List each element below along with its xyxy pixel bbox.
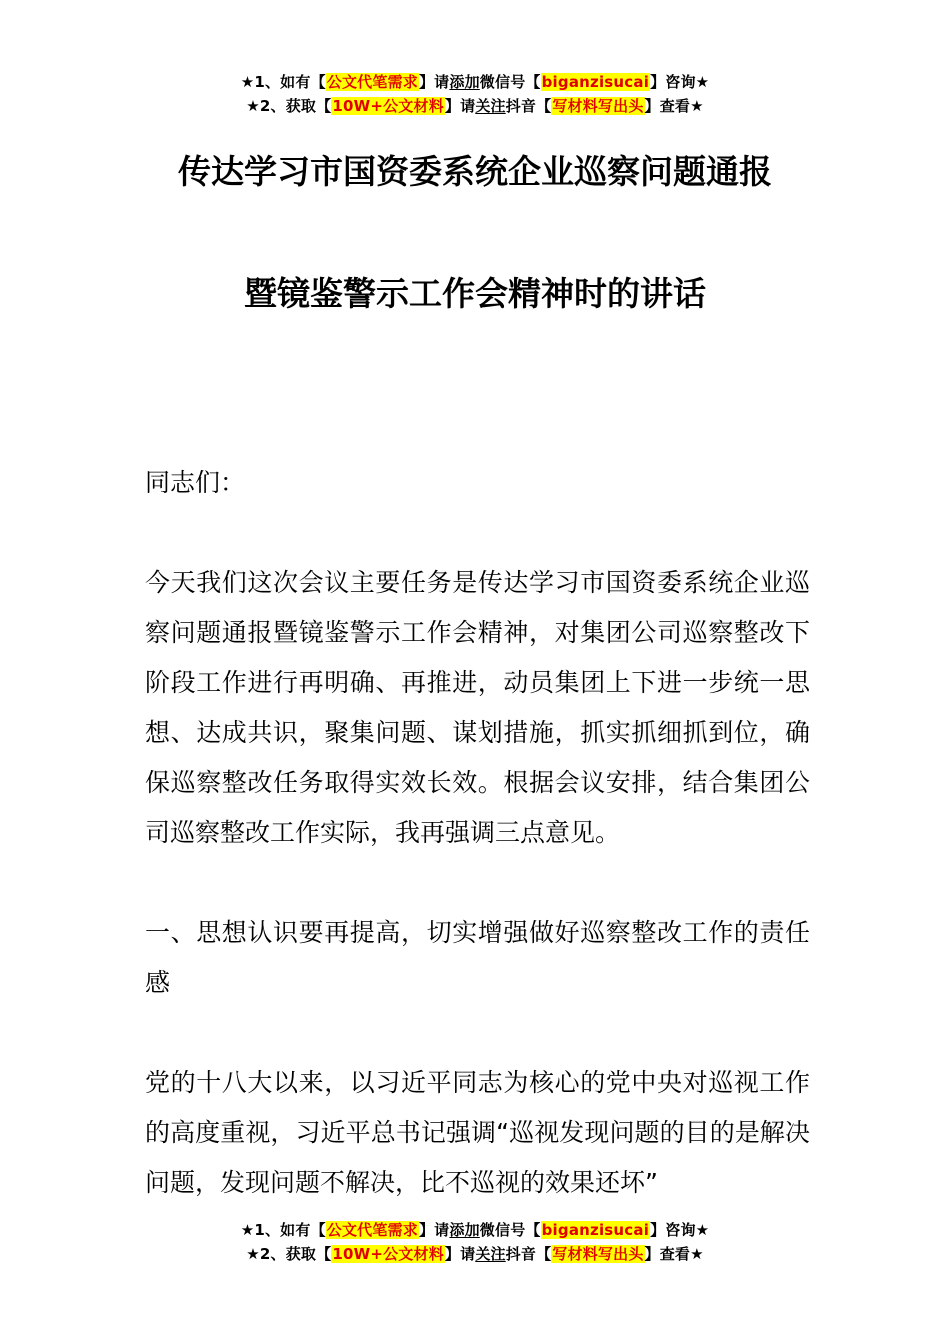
highlight-douyin-account: 写材料写出头 <box>552 97 644 115</box>
highlight-wechat-id: biganzisucai <box>541 73 650 91</box>
banner-text: 】咨询★ <box>650 1221 710 1239</box>
underlined-follow: 关注 <box>475 1245 506 1263</box>
banner-text: ★2、获取【 <box>246 1245 332 1263</box>
banner-text: 抖音【 <box>505 1245 552 1263</box>
paragraph-section-1: 党的十八大以来，以习近平同志为核心的党中央对巡视工作的高度重视，习近平总书记强调“巡视发现问题的目的是解决问题，发现问题不解决，比不巡视的效果还坏” <box>145 1068 810 1197</box>
banner-text: 微信号【 <box>479 73 541 91</box>
highlight-douyin-account: 写材料写出头 <box>552 1245 644 1263</box>
banner-text: 】咨询★ <box>650 73 710 91</box>
section-heading-1: 一、思想认识要再提高，切实增强做好巡察整改工作的责任感 <box>145 918 810 997</box>
paragraph-intro: 今天我们这次会议主要任务是传达学习市国资委系统企业巡察问题通报暨镜鉴警示工作会精神，对集团公司巡察整改下阶段工作进行再明确、再推进，动员集团上下进一步统一思想、达成共识，聚集问题、谋划措施，抓实抓细抓到位，确保巡察整改任务取得实效长效。根据会议安排，结合集团公司巡察整改工作实际，我再强调三点意见。 <box>145 568 810 847</box>
footer-banner <box>0 1218 950 1266</box>
banner-text: 】请 <box>444 1245 476 1263</box>
banner-text: 】查看★ <box>644 97 704 115</box>
highlight-service: 公文代笔需求 <box>326 1221 418 1239</box>
banner-text: 】请 <box>418 73 450 91</box>
banner-line-1 <box>0 1218 950 1242</box>
document-title-line-2: 暨镜鉴警示工作会精神时的讲话 <box>244 274 706 313</box>
banner-line-2 <box>0 1242 950 1266</box>
highlight-materials: 10W+公文材料 <box>332 97 444 115</box>
header-banner <box>0 70 950 118</box>
highlight-service: 公文代笔需求 <box>326 73 418 91</box>
banner-text: 】请 <box>418 1221 450 1239</box>
highlight-wechat-id: biganzisucai <box>541 1221 650 1239</box>
greeting: 同志们： <box>145 468 246 497</box>
underlined-add: 添加 <box>449 1221 480 1239</box>
banner-line-1 <box>0 70 950 94</box>
banner-text: 】查看★ <box>644 1245 704 1263</box>
banner-text: 】请 <box>444 97 476 115</box>
banner-text: ★2、获取【 <box>246 97 332 115</box>
banner-text: ★1、如有【 <box>240 73 326 91</box>
banner-text: ★1、如有【 <box>240 1221 326 1239</box>
document-title-line-1: 传达学习市国资委系统企业巡察问题通报 <box>178 152 772 191</box>
underlined-add: 添加 <box>449 73 480 91</box>
banner-line-2 <box>0 94 950 118</box>
banner-text: 抖音【 <box>505 97 552 115</box>
highlight-materials: 10W+公文材料 <box>332 1245 444 1263</box>
banner-text: 微信号【 <box>479 1221 541 1239</box>
underlined-follow: 关注 <box>475 97 506 115</box>
